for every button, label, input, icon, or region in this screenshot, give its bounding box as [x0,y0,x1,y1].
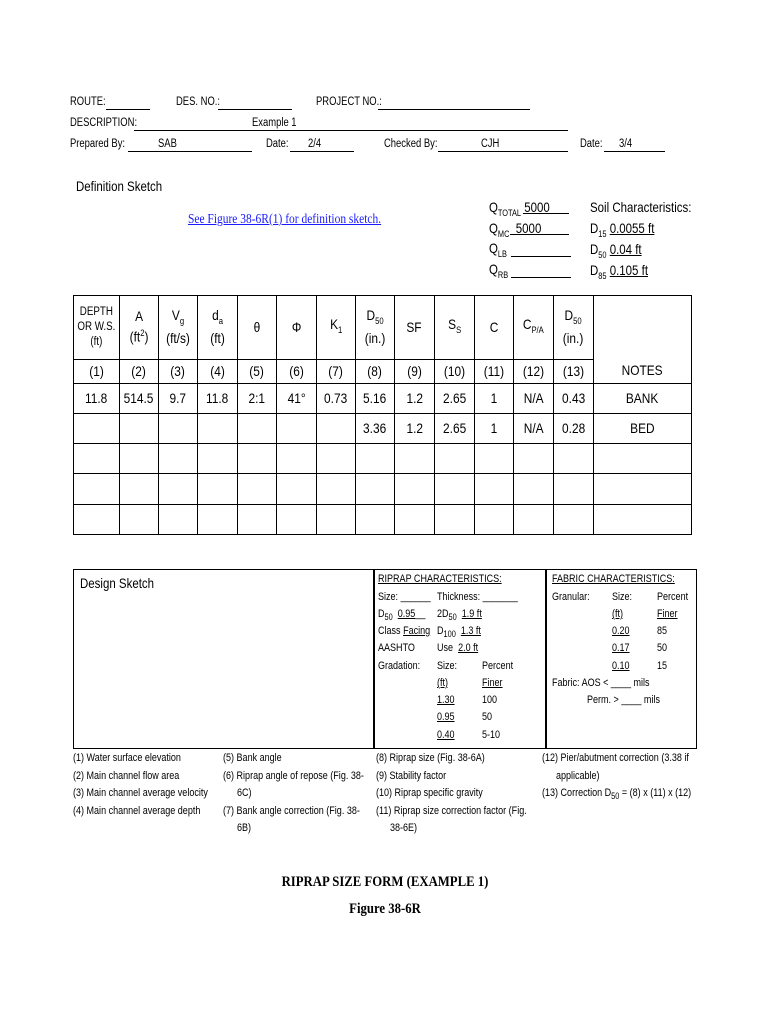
cell-empty[interactable] [593,474,691,505]
legend-column-4 [542,750,691,806]
soil-d50: $D_{50}$ 0.04 ft [590,241,642,260]
col-number: (13) [553,360,593,384]
q-rb-blank[interactable] [511,277,571,278]
cell-empty[interactable] [237,505,276,535]
cell-empty[interactable] [316,474,355,505]
cell-c[interactable]: 1 [474,384,513,414]
col-number: (3) [158,360,197,384]
cell-velocity[interactable] [158,414,197,444]
table-row [74,444,692,474]
fabric-grad-percent: 15 [657,660,668,672]
route-label: ROUTE: [70,96,106,108]
cell-empty[interactable] [74,474,120,505]
legend-item: applicable) [555,769,600,782]
riprap-grad-size: 0.40 [437,729,455,741]
table-row [74,384,692,414]
cell-empty[interactable] [237,444,276,474]
cell-empty[interactable] [355,444,394,474]
riprap-grad-percent-label: Percent [482,660,514,672]
col-number: (1) [74,360,120,384]
legend-item: (11) Riprap size correction factor (Fig. [376,804,527,817]
description-label: DESCRIPTION: [70,117,138,129]
notes-header: NOTES [593,360,691,384]
fabric-grad-size: 0.17 [612,642,630,654]
col-k1-header: $K_1$ [316,296,355,360]
riprap-class: Class Facing [378,625,431,637]
fabric-title: FABRIC CHARACTERISTICS: [552,573,675,585]
legend-item: 38-6E) [389,822,418,834]
cell-sf[interactable]: 1.2 [394,414,434,444]
cell-velocity[interactable]: 9.7 [158,384,197,414]
prepared-by-label: Prepared By: [70,138,126,150]
cell-empty[interactable] [355,505,394,535]
cell-empty[interactable] [553,474,593,505]
fabric-aos: Fabric: AOS < ____ mils [552,677,650,689]
cell-empty[interactable] [355,474,394,505]
riprap-gradation-label: Gradation: [378,660,421,672]
cell-empty[interactable] [513,444,553,474]
cell-k1[interactable] [316,414,355,444]
date-field-1[interactable] [290,151,354,152]
cell-empty[interactable] [593,505,691,535]
cell-empty[interactable] [513,505,553,535]
legend-item: (9) Stability factor [376,769,447,782]
col-number: (12) [513,360,553,384]
cell-empty[interactable] [119,474,158,505]
table-row [74,505,692,535]
cell-depth[interactable] [74,414,120,444]
cell-notes[interactable]: BANK [593,384,691,414]
cell-k1[interactable]: 0.73 [316,384,355,414]
cell-empty[interactable] [394,505,434,535]
legend-item: (6) Riprap angle of repose (Fig. 38- [223,769,364,782]
cell-d50-corrected[interactable]: 0.43 [553,384,593,414]
fabric-finer-label: Finer [657,608,678,620]
definition-sketch-link[interactable]: See Figure 38-6R(1) for definition sketch. [188,211,382,226]
cell-empty[interactable] [593,444,691,474]
legend-item: 6B) [236,822,251,834]
cell-empty[interactable] [276,474,316,505]
cell-empty[interactable] [434,444,474,474]
fabric-granular-label: Granular: [552,591,590,603]
cell-empty[interactable] [394,474,434,505]
q-mc: $Q_{MC}$ 5000 [489,220,542,239]
cell-empty[interactable] [276,444,316,474]
col-cpa-header: $C_{P/A}$ [513,296,553,360]
riprap-grad-percent: 5-10 [482,729,501,741]
legend-column-2 [223,750,364,838]
riprap-size-label: Size: ______ [378,591,431,603]
cell-empty[interactable] [237,474,276,505]
col-a-header: A $(ft^2)$ [119,296,158,360]
riprap-grad-size: 1.30 [437,694,455,706]
description-value: Example 1 [252,117,297,129]
cell-empty[interactable] [74,444,120,474]
cell-notes[interactable]: BED [593,414,691,444]
date-value-2: 3/4 [619,138,633,150]
col-number: (9) [394,360,434,384]
cell-empty[interactable] [276,505,316,535]
cell-d50-corrected[interactable]: 0.28 [553,414,593,444]
cell-area[interactable]: 514.5 [119,384,158,414]
fabric-perm: Perm. > ____ mils [587,694,660,706]
cell-sf[interactable]: 1.2 [394,384,434,414]
riprap-grad-percent: 100 [482,694,498,706]
riprap-use: Use 2.0 ft [437,642,479,654]
checked-by-label: Checked By: [384,138,438,150]
fabric-size-label: Size: [612,591,633,603]
table-row [74,414,692,444]
q-total: $Q_{TOTAL}$ 5000 [489,199,550,218]
legend-item: 6C) [236,787,252,799]
cell-cpa[interactable]: N/A [513,384,553,414]
col-number: (2) [119,360,158,384]
cell-empty[interactable] [474,505,513,535]
col-notes-header-blank [593,296,691,360]
cell-bank-angle[interactable] [237,414,276,444]
q-rb: $Q_{RB}$ [489,261,509,280]
cell-cpa[interactable]: N/A [513,414,553,444]
riprap-2d50: $2D_{50}$ 1.9 ft [437,608,482,623]
riprap-grad-size-label: Size: [437,660,458,672]
cell-empty[interactable] [434,505,474,535]
cell-d50[interactable]: 3.36 [355,414,394,444]
soil-d85: $D_{85}$ 0.105 ft [590,262,649,281]
table-row [74,474,692,505]
riprap-grad-size: 0.95 [437,711,455,723]
design-sketch-label: Design Sketch [80,575,155,591]
fabric-grad-percent: 85 [657,625,668,637]
col-theta-header: θ [237,296,276,360]
figure-caption: Figure 38-6R [349,901,421,917]
cell-empty[interactable] [119,444,158,474]
cell-empty[interactable] [316,444,355,474]
riprap-d50: $D_{50}$ 0.95__ [378,608,426,623]
date-value-1: 2/4 [308,138,322,150]
cell-depth[interactable]: 11.8 [74,384,120,414]
col-number: (4) [197,360,237,384]
q-total-line [523,213,569,214]
col-d50-corrected-header: $D_{50}$ (in.) [553,296,593,360]
cell-ss[interactable]: 2.65 [434,414,474,444]
fabric-grad-percent: 50 [657,642,668,654]
col-ss-header: $S_S$ [434,296,474,360]
riprap-thickness-label: Thickness: _______ [437,591,518,603]
fabric-ft-label: (ft) [612,608,624,620]
cell-repose-angle[interactable]: 41° [276,384,316,414]
cell-empty[interactable] [474,444,513,474]
project-no-label: PROJECT NO.: [316,96,382,108]
date-label-1: Date: [266,138,289,150]
definition-sketch-label: Definition Sketch [76,178,163,194]
riprap-grad-percent: 50 [482,711,493,723]
design-sketch-area[interactable] [73,569,375,749]
cell-empty[interactable] [553,444,593,474]
cell-bank-angle[interactable]: 2:1 [237,384,276,414]
col-sf-header: SF [394,296,434,360]
legend-item: (5) Bank angle [223,752,282,764]
cell-empty[interactable] [553,505,593,535]
cell-empty[interactable] [197,444,237,474]
cell-avg-depth[interactable] [197,414,237,444]
prepared-by-field[interactable] [128,151,252,152]
col-number: (7) [316,360,355,384]
des-no-label: DES. NO.: [176,96,221,108]
q-lb: $Q_{LB}$ [489,240,507,259]
riprap-d100: $D_{100}$ 1.3 ft [437,625,481,640]
cell-empty[interactable] [197,505,237,535]
fabric-grad-size: 0.20 [612,625,630,637]
col-number: (6) [276,360,316,384]
col-c-header: C [474,296,513,360]
riprap-table [73,295,692,535]
description-field[interactable] [134,130,568,131]
legend-item: (2) Main channel flow area [73,769,180,782]
legend-item: (4) Main channel average depth [73,804,201,817]
col-phi-header: Φ [276,296,316,360]
legend-column-1 [73,750,208,820]
cell-empty[interactable] [316,505,355,535]
riprap-grad-finer-label: Finer [482,677,503,689]
cell-empty[interactable] [434,474,474,505]
col-da-header: $d_a$ (ft) [197,296,237,360]
soil-d15: $D_{15}$ 0.0055 ft [590,220,655,239]
col-number: (8) [355,360,394,384]
q-mc-line [510,234,569,235]
cell-ss[interactable]: 2.65 [434,384,474,414]
riprap-aashto: AASHTO [378,642,415,654]
date-field-2[interactable] [604,151,665,152]
cell-empty[interactable] [197,474,237,505]
cell-avg-depth[interactable]: 11.8 [197,384,237,414]
legend-item: (12) Pier/abutment correction (3.38 if [542,752,689,764]
col-depth-header: DEPTH OR W.S. (ft) [74,296,120,360]
cell-empty[interactable] [158,474,197,505]
soil-title: Soil Characteristics: [590,199,692,215]
legend-item: (7) Bank angle correction (Fig. 38- [223,804,360,817]
route-blank[interactable] [106,109,150,110]
cell-empty[interactable] [394,444,434,474]
riprap-grad-ft-label: (ft) [437,677,449,689]
cell-area[interactable] [119,414,158,444]
des-no-blank[interactable] [218,109,292,110]
col-number: (5) [237,360,276,384]
legend-item: (3) Main channel average velocity [73,787,208,799]
cell-empty[interactable] [119,505,158,535]
prepared-by-value: SAB [158,138,177,150]
cell-c[interactable]: 1 [474,414,513,444]
project-no-blank[interactable] [378,109,530,110]
legend-item: (8) Riprap size (Fig. 38-6A) [376,752,485,764]
cell-empty[interactable] [474,474,513,505]
col-vg-header: $V_g$ (ft/s) [158,296,197,360]
cell-empty[interactable] [158,444,197,474]
column-number-row [74,360,692,384]
checked-by-field[interactable] [438,151,568,152]
checked-by-value: CJH [481,138,500,150]
legend-column-3 [376,750,527,838]
cell-d50[interactable]: 5.16 [355,384,394,414]
fabric-percent-label: Percent [657,591,689,603]
cell-empty[interactable] [158,505,197,535]
cell-empty[interactable] [513,474,553,505]
riprap-title: RIPRAP CHARACTERISTICS: [378,573,502,585]
cell-repose-angle[interactable] [276,414,316,444]
header-row [74,296,692,360]
col-d50-header: $D_{50}$ (in.) [355,296,394,360]
legend-item: (10) Riprap specific gravity [376,787,483,799]
col-number: (10) [434,360,474,384]
legend-item: (1) Water surface elevation [73,752,181,764]
col-number: (11) [474,360,513,384]
q-lb-blank[interactable] [511,256,571,257]
fabric-grad-size: 0.10 [612,660,630,672]
date-label-2: Date: [580,138,603,150]
legend-item: (13) Correction $D_{50} = (8)$ x (11) x (12) [542,787,692,802]
form-title: RIPRAP SIZE FORM (EXAMPLE 1) [281,874,489,890]
cell-empty[interactable] [74,505,120,535]
